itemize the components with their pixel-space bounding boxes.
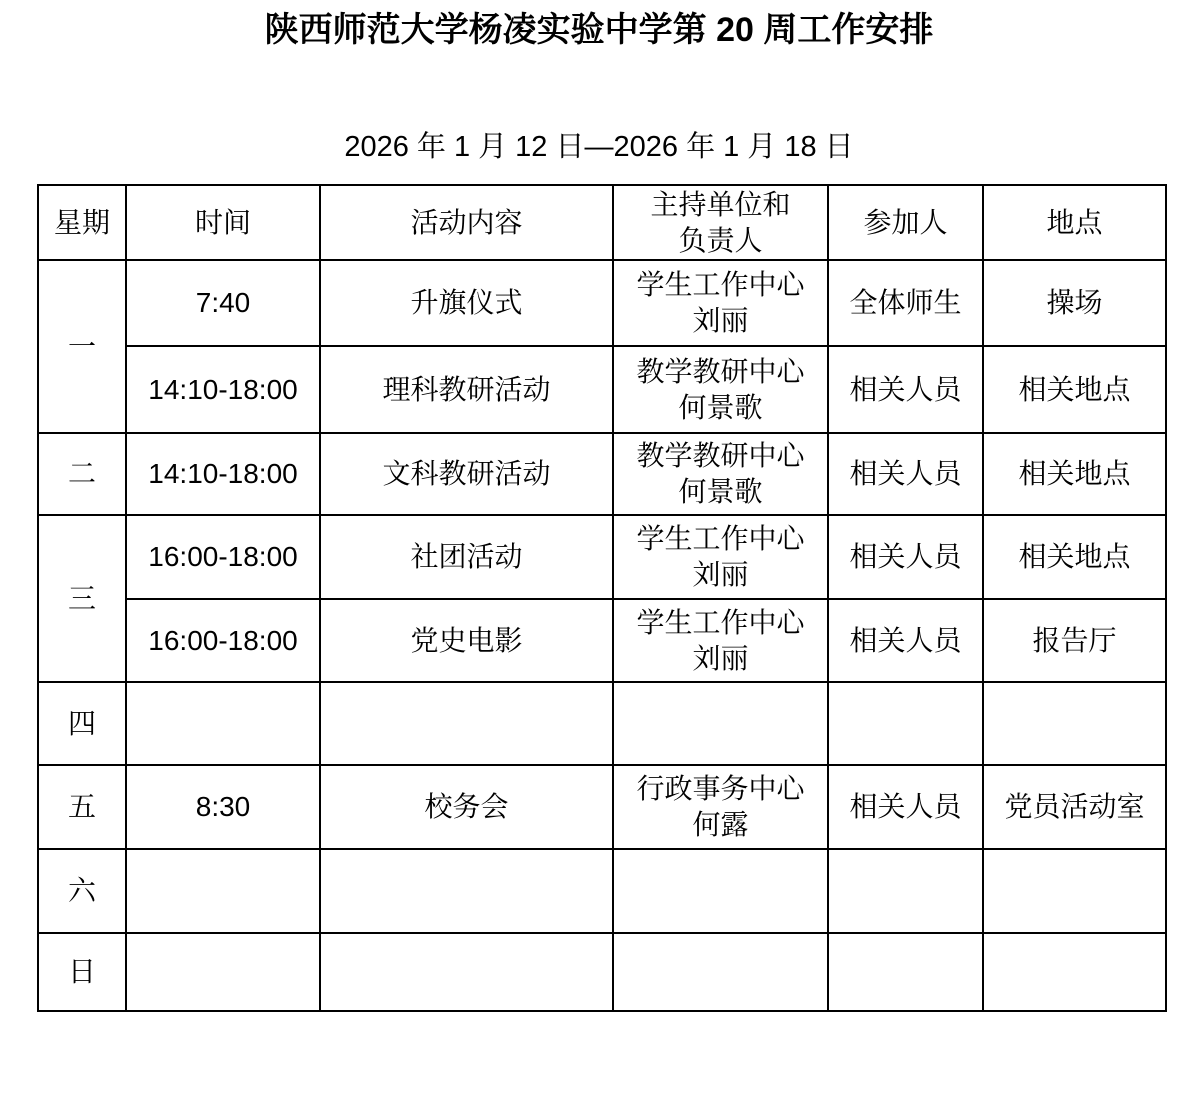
activity-cell	[320, 682, 613, 765]
header-location: 地点	[983, 185, 1166, 260]
day-cell-mon: 一	[38, 260, 126, 433]
header-host-line2: 负责人	[678, 224, 763, 256]
host-cell	[613, 933, 828, 1011]
header-activity: 活动内容	[320, 185, 613, 260]
host-person: 刘丽	[692, 305, 749, 337]
location-cell: 相关地点	[983, 433, 1166, 515]
activity-cell: 文科教研活动	[320, 433, 613, 515]
activity-cell: 社团活动	[320, 515, 613, 599]
host-cell	[613, 849, 828, 933]
table-row	[38, 599, 1166, 682]
page-title: 陕西师范大学杨凌实验中学第 20 周工作安排	[264, 11, 934, 49]
participants-cell: 相关人员	[828, 765, 983, 849]
host-unit: 教学教研中心	[636, 355, 805, 387]
day-cell-thu: 四	[38, 682, 126, 765]
day-cell-sun: 日	[38, 933, 126, 1011]
time-cell: 16:00-18:00	[126, 515, 320, 599]
participants-cell: 相关人员	[828, 599, 983, 682]
day-cell-sat: 六	[38, 849, 126, 933]
host-unit: 学生工作中心	[636, 606, 805, 638]
host-person: 何露	[692, 809, 749, 841]
activity-cell: 校务会	[320, 765, 613, 849]
day-cell-tue: 二	[38, 433, 126, 515]
host-unit: 教学教研中心	[636, 440, 805, 471]
header-row	[38, 185, 1166, 260]
activity-cell: 党史电影	[320, 599, 613, 682]
table-row	[38, 260, 1166, 346]
table-row	[38, 682, 1166, 765]
time-cell: 7:40	[126, 260, 320, 346]
host-person: 刘丽	[692, 559, 749, 591]
host-cell	[613, 260, 828, 346]
host-cell	[613, 682, 828, 765]
table-row	[38, 933, 1166, 1011]
activity-cell	[320, 849, 613, 933]
day-cell-fri: 五	[38, 765, 126, 849]
host-cell	[613, 599, 828, 682]
header-time: 时间	[126, 185, 320, 260]
host-unit: 学生工作中心	[636, 269, 805, 300]
participants-cell: 相关人员	[828, 346, 983, 433]
location-cell: 党员活动室	[983, 765, 1166, 849]
day-cell-wed: 三	[38, 515, 126, 682]
host-person: 刘丽	[692, 642, 749, 674]
header-participants: 参加人	[828, 185, 983, 260]
host-person: 何景歌	[678, 476, 763, 508]
activity-cell: 升旗仪式	[320, 260, 613, 346]
participants-cell: 全体师生	[828, 260, 983, 346]
host-cell	[613, 433, 828, 515]
header-host-line1: 主持单位和	[650, 188, 791, 220]
time-cell	[126, 933, 320, 1011]
location-cell	[983, 933, 1166, 1011]
host-cell	[613, 346, 828, 433]
date-range: 2026 年 1 月 12 日—2026 年 1 月 18 日	[344, 130, 854, 163]
location-cell	[983, 849, 1166, 933]
table-row	[38, 433, 1166, 515]
location-cell: 相关地点	[983, 515, 1166, 599]
weekly-schedule-table	[37, 184, 1167, 1012]
table-row	[38, 765, 1166, 849]
location-cell	[983, 682, 1166, 765]
time-cell: 16:00-18:00	[126, 599, 320, 682]
header-day: 星期	[38, 185, 126, 260]
time-cell	[126, 682, 320, 765]
activity-cell	[320, 933, 613, 1011]
activity-cell: 理科教研活动	[320, 346, 613, 433]
time-cell: 8:30	[126, 765, 320, 849]
host-person: 何景歌	[678, 391, 763, 423]
participants-cell	[828, 682, 983, 765]
table-row	[38, 849, 1166, 933]
host-cell	[613, 515, 828, 599]
host-unit: 行政事务中心	[636, 773, 805, 804]
participants-cell	[828, 849, 983, 933]
table-row	[38, 346, 1166, 433]
participants-cell: 相关人员	[828, 515, 983, 599]
participants-cell: 相关人员	[828, 433, 983, 515]
table-row	[38, 515, 1166, 599]
host-cell	[613, 765, 828, 849]
location-cell: 报告厅	[983, 599, 1166, 682]
location-cell: 操场	[983, 260, 1166, 346]
header-host	[613, 185, 828, 260]
time-cell: 14:10-18:00	[126, 433, 320, 515]
time-cell	[126, 849, 320, 933]
location-cell: 相关地点	[983, 346, 1166, 433]
host-unit: 学生工作中心	[636, 523, 805, 554]
participants-cell	[828, 933, 983, 1011]
time-cell: 14:10-18:00	[126, 346, 320, 433]
